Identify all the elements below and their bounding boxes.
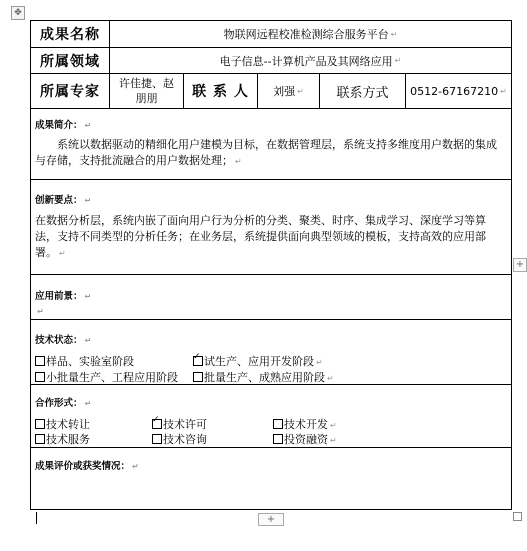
expert-value-line2: 朋朋 [135,92,158,105]
cooperation-option-1[interactable]: 技术转让 [35,416,90,432]
prospect-title: 应用前景： ↵ [35,291,92,302]
table-move-handle-icon[interactable]: ✥ [11,6,25,20]
evaluation-title: 成果评价或获奖情况： ↵ [35,461,139,472]
prospect-empty-line: ↵ [37,307,44,316]
summary-text: 系统以数据驱动的精细化用户建模为目标，在数据管理层，系统支持多维度用户数据的集成与存储，支持批流融合的用户数据处理； ↵ [35,138,497,167]
cooperation-option-3[interactable]: 技术开发 ↵ [273,416,337,432]
checkbox-icon[interactable] [152,434,162,444]
row-contacts [31,74,511,109]
cooperation-option-6[interactable]: 投资融资 ↵ [273,431,337,447]
checkbox-icon[interactable] [273,434,283,444]
tech-status-title: 技术状态： ↵ [35,335,92,346]
checkbox-icon[interactable] [193,372,203,382]
field-value-text: 电子信息--计算机产品及其网络应用 [219,54,393,68]
name-value-text: 物联网远程校准检测综合服务平台 [223,28,389,41]
cooperation-option-4[interactable]: 技术服务 [35,431,90,447]
row-achievement-name [31,21,511,48]
checkbox-icon[interactable] [273,419,283,429]
checkbox-icon[interactable] [35,356,45,366]
cooperation-title: 合作形式： ↵ [35,398,92,409]
section-innovation[interactable] [31,180,511,275]
contact-value-text: 刘强 [273,85,296,98]
section-summary[interactable] [31,109,511,180]
text-cursor [36,512,37,524]
cooperation-option-2[interactable]: ✓ 技术许可 [152,416,207,432]
paragraph-mark-icon: ↵ [297,86,304,96]
innovation-text: 在数据分析层，系统内嵌了面向用户行为分析的分类、聚类、时序、集成学习、深度学习等算法，支持不同类型的分析任务；在业务层，系统提供面向典型领域的模板，支持高效的应用部署。 ↵ [35,214,486,259]
cooperation-option-5[interactable]: 技术咨询 [152,431,207,447]
checkbox-checked-icon[interactable] [193,356,203,366]
table-resize-handle[interactable] [513,512,522,521]
summary-title: 成果简介： ↵ [35,120,92,131]
expert-label: 所属专家 [31,74,110,108]
checkbox-checked-icon[interactable] [152,419,162,429]
section-prospect[interactable] [31,275,511,320]
contact-label: 联 系 人 [184,74,258,108]
name-value[interactable] [110,21,511,47]
add-column-plus-icon[interactable]: + [513,258,527,272]
innovation-title: 创新要点： ↵ [35,195,92,206]
section-tech-status [31,320,511,385]
name-label: 成果名称 [31,21,110,47]
tech-status-option-4[interactable]: 批量生产、成熟应用阶段 ↵ [193,369,334,385]
section-evaluation[interactable] [31,448,511,509]
paragraph-mark-icon: ↵ [394,56,402,65]
add-row-plus-icon[interactable]: + [258,513,284,526]
field-value[interactable] [110,48,511,73]
checkbox-icon[interactable] [35,434,45,444]
section-cooperation [31,385,511,448]
paragraph-mark-icon: ↵ [500,86,507,96]
phone-label: 联系方式 [320,74,406,108]
checkbox-icon[interactable] [35,419,45,429]
achievement-table [30,20,512,510]
tech-status-option-2[interactable]: ✓ 试生产、应用开发阶段 ↵ [193,353,323,369]
field-label: 所属领域 [31,48,110,73]
contact-value[interactable] [258,74,320,108]
row-field [31,48,511,74]
tech-status-option-1[interactable]: 样品、实验室阶段 [35,353,134,369]
paragraph-mark-icon: ↵ [390,29,398,39]
phone-value[interactable] [406,74,511,108]
checkbox-icon[interactable] [35,372,45,382]
expert-value-line1: 许佳捷、赵 [119,77,174,90]
phone-value-text: 0512-67167210 [410,84,499,98]
tech-status-option-3[interactable]: 小批量生产、工程应用阶段 [35,369,178,385]
expert-value[interactable] [110,74,184,108]
